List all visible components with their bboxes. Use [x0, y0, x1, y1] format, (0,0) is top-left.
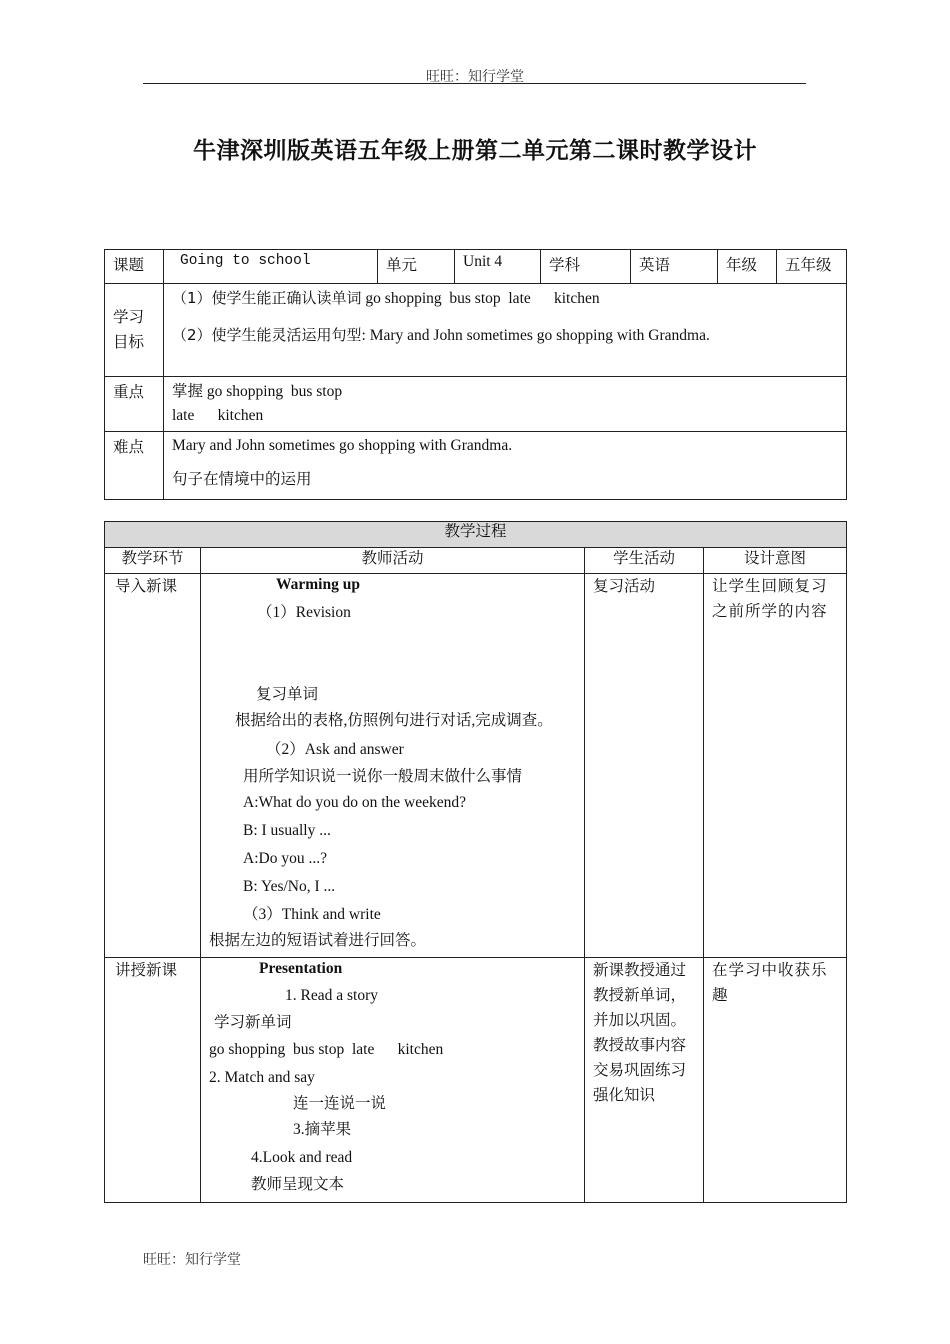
- info-row-key: [105, 377, 847, 432]
- difficulty-line-2: 句子在情境中的运用: [172, 471, 312, 488]
- page-header-text: 旺旺：知行学堂: [426, 70, 524, 85]
- subject-label: 学科: [541, 250, 631, 284]
- row1-dialogue-b2: B: Yes/No, I ...: [243, 878, 336, 895]
- objective1-words: go shopping bus stop late kitchen: [361, 290, 600, 307]
- objective1-prefix: （1）使学生能正确认读单词: [172, 289, 362, 307]
- process-heading: 教学过程: [105, 522, 847, 548]
- key-label: 重点: [105, 377, 164, 432]
- row2-learn-words: 学习新单词: [214, 1014, 292, 1031]
- process-row-new-lesson: [105, 958, 847, 1203]
- teaching-process-table: [104, 521, 847, 1203]
- row2-present-text: 教师呈现文本: [251, 1176, 345, 1193]
- row2-pick-apples: 3.摘苹果: [293, 1121, 352, 1138]
- row2-match-say-cn: 连一连说一说: [293, 1095, 387, 1112]
- unit-label: 单元: [378, 250, 455, 284]
- document-title: 牛津深圳版英语五年级上册第二单元第二课时教学设计: [193, 138, 757, 164]
- row1-design-intent: 让学生回顾复习之前所学的内容: [704, 574, 847, 958]
- info-row-objectives: [105, 284, 847, 377]
- objective2-prefix: （2）使学生能灵活运用句型: [172, 326, 362, 344]
- lesson-info-table: [104, 249, 847, 500]
- row1-dialogue-instruction: 根据给出的表格,仿照例句进行对话,完成调查。: [235, 712, 553, 729]
- row1-stage: 导入新课: [105, 574, 201, 958]
- row1-revision: （1）Revision: [257, 604, 351, 621]
- page-footer-text: 旺旺：知行学堂: [143, 1253, 241, 1268]
- topic-label: 课题: [105, 250, 164, 284]
- difficulty-line-1: Mary and John sometimes go shopping with Grandma.: [172, 437, 513, 454]
- col-intent-header: 设计意图: [704, 548, 847, 574]
- row2-read-story: 1. Read a story: [285, 987, 378, 1004]
- row1-warming-up: Warming up: [276, 576, 360, 593]
- process-row-intro: [105, 574, 847, 958]
- objectives-label: 学习目标: [105, 284, 164, 377]
- row1-think-write: （3）Think and write: [243, 906, 381, 923]
- process-column-headers: [105, 548, 847, 574]
- difficulty-content: [164, 432, 847, 500]
- row2-design-intent: 在学习中收获乐趣: [704, 958, 847, 1203]
- info-row-topic: [105, 250, 847, 284]
- row1-teacher-activity: [201, 574, 585, 958]
- col-student-header: 学生活动: [585, 548, 704, 574]
- process-heading-row: [105, 522, 847, 548]
- key-line-2: late kitchen: [172, 407, 264, 424]
- info-row-difficulty: [105, 432, 847, 500]
- row1-dialogue-a2: A:Do you ...?: [243, 850, 327, 867]
- grade-label: 年级: [718, 250, 777, 284]
- row1-student-activity: 复习活动: [585, 574, 704, 958]
- row2-student-activity: 新课教授通过教授新单词，并加以巩固。教授故事内容交易巩固练习强化知识: [585, 958, 704, 1203]
- objective2-sentence: : Mary and John sometimes go shopping with Grandma.: [361, 327, 710, 344]
- header-divider: [143, 83, 806, 84]
- row2-stage: 讲授新课: [105, 958, 201, 1203]
- row1-dialogue-a1: A:What do you do on the weekend?: [243, 794, 466, 811]
- row1-answer-instruction: 根据左边的短语试着进行回答。: [209, 932, 427, 949]
- row2-match-say: 2. Match and say: [209, 1069, 315, 1086]
- key-line-1: 掌握 go shopping bus stop: [172, 383, 343, 400]
- row2-word-list: go shopping bus stop late kitchen: [209, 1041, 444, 1058]
- row2-look-read: 4.Look and read: [251, 1149, 353, 1166]
- difficulty-label: 难点: [105, 432, 164, 500]
- row1-ask-answer: （2）Ask and answer: [266, 741, 404, 758]
- col-teacher-header: 教师活动: [201, 548, 585, 574]
- objectives-content: [164, 284, 847, 377]
- row1-weekend-prompt: 用所学知识说一说你一般周末做什么事情: [243, 768, 523, 785]
- row1-review-words: 复习单词: [256, 686, 319, 703]
- row2-presentation: Presentation: [259, 960, 343, 977]
- topic-value: Going to school: [164, 250, 378, 284]
- grade-value: 五年级: [777, 250, 847, 284]
- row1-dialogue-b1: B: I usually ...: [243, 822, 331, 839]
- subject-value: 英语: [631, 250, 718, 284]
- row2-teacher-activity: [201, 958, 585, 1203]
- key-content: [164, 377, 847, 432]
- col-stage-header: 教学环节: [105, 548, 201, 574]
- unit-value: Unit 4: [455, 250, 541, 284]
